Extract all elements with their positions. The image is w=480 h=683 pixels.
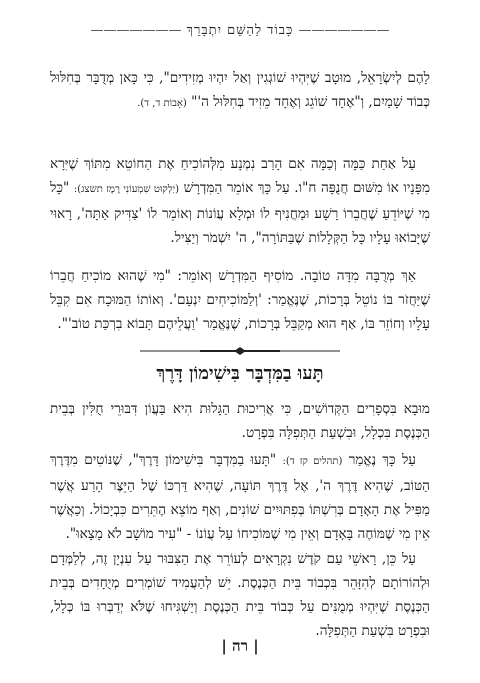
header-left-rule: ———————: [90, 23, 182, 38]
paragraph-1-text: לָהֶם לְיִשְׂרָאֵל, מוּטָב שֶׁיִּהְיוּ שׁוֹגְגִין וְאַל יִהְיוּ מְזִידִים", כִּי כָּאן מְדֻבָּר בְּחִלּוּל כְּבוֹד שָׁמַיִם, וְ"אֶחָד שׁוֹגֵג וְאֶחָד מֵזִיד בְּחִלּוּל ה'": [50, 70, 430, 110]
section-heading: תָּעוּ בַמִּדְבָּר בִּישִׁימוֹן דָּרֶךְ: [156, 363, 324, 384]
paragraph-6: [50, 547, 430, 643]
paragraph-5-text: "תָּעוּ בַמִּדְבָּר בִּישִׁימוֹן דָּרֶךְ", שֶׁנּוֹטִים מִדֶּרֶךְ הַטּוֹב, שֶׁהִיא דֶּרֶךְ ה', אֶל דֶּרֶךְ תּוֹעָה, שֶׁהִיא דַּרְכּוֹ שֶׁל הַיֵּצֶר הָרַע אֲשֶׁר מַפִּיל אֶת הָאָדָם בְּרִשְׁתּוֹ בְּפִתּוּיִים שׁוֹנִים, וְאַף מוֹצֵא הֶתֵּרִים כִּבְיָכוֹל. וְכַאֲשֶׁר אֵין מִי שֶׁמּוֹחֶה בָּאָדָם וְאֵין מִי שֶׁמּוֹכִיחוֹ עַל עֲוֹנוֹ - "עִיר מוֹשָׁב לֹא מָצָאוּ".: [50, 452, 430, 542]
paragraph-5: [50, 448, 430, 546]
paragraph-1-source: (אָבוֹת ד, ד).: [137, 98, 187, 109]
paragraph-1: [50, 66, 430, 116]
paragraph-5-source: (תהלים קז ד):: [282, 456, 343, 467]
paragraph-3: [50, 264, 430, 336]
paragraph-2: [50, 152, 430, 250]
section-divider-ornament: [140, 345, 340, 357]
paragraph-5-lead: עַל כָּךְ נֶאֱמַר: [348, 452, 417, 468]
paragraph-2-text: עַל אַחַת כַּמָּה וְכַמָּה אִם הָרַב נִמְנָע מִלְּהוֹכִיחַ אֶת הַחוֹטֵא מִתּוֹךְ שֶׁיִּרָא מִפָּנָיו אוֹ מִשּׁוּם חֲנֻפָּה ח"ו. עַל כָּךְ אוֹמֵר הַמִּדְרָשׁ: [50, 156, 431, 196]
running-header: [0, 22, 480, 38]
header-title: כָּבוֹד לַהַשֵּׁם יִתְבָּרֵךְ: [186, 23, 294, 38]
paragraph-6-text: עַל כֵּן, רָאשֵׁי עַם קֹדֶשׁ נִקְרָאִים לְעוֹרֵר אֶת הַצִּבּוּר עַל עִנְיָן זֶה, לְלַמְּדָם וּלְהוֹרוֹתָם לְהִזָּהֵר בִּכְבוֹד בֵּית הַכְּנֶסֶת. יֵשׁ לְהַעֲמִיד שׁוֹמְרִים מְיֻחָדִים בְּבֵית הַכְּנֶסֶת שֶׁיִּהְיוּ מְמֻנִּים עַל כְּבוֹד בֵּית הַכְּנֶסֶת וְיַשְׁגִּיחוּ שֶׁלֹּא יְדַבְּרוּ בּוֹ כְּלָל, וּבִפְרָט בִּשְׁעַת הַתְּפִלָּה.: [50, 551, 430, 639]
paragraph-2-quote: "כָּל מִי שֶׁיּוֹדֵעַ שֶׁחֲבֵרוֹ רָשָׁע וּמַחֲנִיף לוֹ וּמְלָא עֲוֹנוֹת וְאוֹמֵר לוֹ 'צַדִּיק אַתָּה', רָאוּי שֶׁיָּבוֹאוּ עָלָיו כָּל הַקְּלָלוֹת שֶׁבַּתּוֹרָה", ה' יִשְׁמֹר וְיַצִּיל.: [50, 180, 430, 246]
page-number: | רה |: [221, 637, 259, 655]
header-right-rule: ———————: [298, 23, 390, 38]
paragraph-4-text: מוּבָא בִּסְפָרִים הַקְּדוֹשִׁים, כִּי אֲרִיכוּת הַגָּלוּת הִיא בַּעֲוֹן דִּבּוּרֵי חֻלִּין בְּבֵית הַכְּנֶסֶת בִּכְלָל, וּבִשְׁעַת הַתְּפִלָּה בִּפְרָט.: [50, 401, 430, 441]
paragraph-3-text: אַךְ מְרֻבָּה מִדָּה טוֹבָה. מוֹסִיף הַמִּדְרָשׁ וְאוֹמֵר: "מִי שֶׁהוּא מוֹכִיחַ חֲבֵרוֹ שֶׁיַּחֲזֹר בּוֹ נוֹטֵל בְּרָכוֹת, שֶׁנֶּאֱמַר: 'וְלַמּוֹכִיחִים יִנְעָם'. וְאוֹתוֹ הַמּוּכָח אִם קִבֵּל עָלָיו וְחוֹזֵר בּוֹ, אַף הוּא מְקַבֵּל בְּרָכוֹת, שֶׁנֶּאֱמַר 'וַעֲלֵיהֶם תָּבוֹא בִרְכַּת טוֹב'".: [50, 268, 430, 332]
paragraph-4: [50, 397, 430, 445]
paragraph-2-source: (יַלְקוּט שִׁמְעוֹנִי רֶמֶז תשצג):: [73, 184, 179, 195]
